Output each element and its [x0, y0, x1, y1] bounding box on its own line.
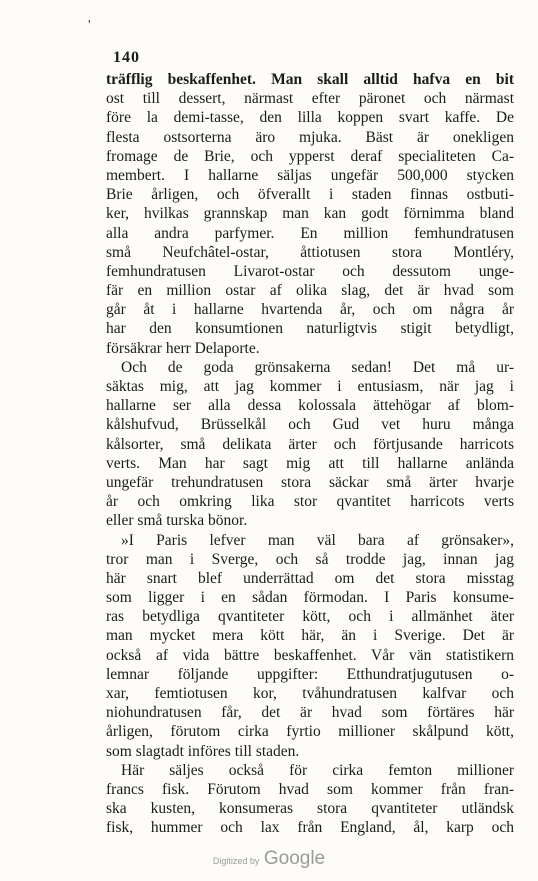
- text-line: här snart blef underrättad om det stora misstag: [106, 569, 514, 587]
- text-line: femhundratusen Livarot-ostar och dessutom unge-: [106, 262, 514, 280]
- text-line: eller små turska bönor.: [106, 512, 248, 530]
- text-line: xar, femtiotusen kor, tvåhundratusen kalfvar och: [106, 685, 514, 702]
- text-line: ker, hvilkas grannskap man kan godt förnimma bland: [106, 205, 514, 223]
- text-line: lemnar följande uppgifter: Etthundratjugutusen o-: [106, 665, 514, 683]
- text-line: fromage de Brie, och ypperst deraf specialiteten Ca-: [106, 147, 514, 165]
- text-line: går åt i hallarne hvartenda år, och om några år: [106, 301, 514, 319]
- text-line: träfflig beskaffenhet. Man skall alltid hafva en bit: [106, 71, 514, 88]
- text-line: ungefär trehundratusen stora säckar små ärter hvarje: [106, 473, 514, 491]
- text-line: år och omkring lika stor qvantitet harricots verts: [106, 493, 514, 511]
- body-text: [106, 70, 514, 838]
- text-line: ost till dessert, närmast efter päronet och närmast: [106, 90, 514, 108]
- text-line: Här säljes också för cirka femton millioner: [121, 761, 514, 779]
- watermark-caption: Digitized by: [212, 856, 260, 866]
- text-line: har den konsumtionen naturligtvis stigit betydligt,: [106, 320, 514, 338]
- text-line: som ligger i en sådan förmodan. I Paris konsume-: [106, 589, 514, 607]
- digitized-watermark: [0, 848, 538, 870]
- text-line: årligen, förutom cirka fyrtio millioner skålpund kött,: [106, 723, 514, 741]
- text-line: säktas mig, att jag kommer i entusiasm, när jag i: [106, 378, 514, 395]
- text-line: Och de goda grönsakerna sedan! Det må ur-: [121, 358, 514, 376]
- text-line: små Neufchâtel-ostar, åttiotusen stora Montléry,: [106, 243, 514, 261]
- text-line: »I Paris lefver man väl bara af grönsaker»,: [121, 531, 514, 549]
- text-line: ska kusten, konsumeras stora qvantiteter utländsk: [106, 800, 514, 818]
- text-line: ras betydliga qvantiteter kött, och i allmänhet äter: [106, 608, 514, 626]
- text-line: också af vida bättre beskaffenhet. Vår vän statistikern: [106, 646, 514, 664]
- text-line: flesta ostsorterna äro mjuka. Bäst är onekligen: [106, 128, 514, 146]
- page-number: 140: [113, 49, 140, 66]
- stray-mark: ': [88, 18, 91, 33]
- text-line: verts. Man har sagt mig att till hallarne anlända: [106, 454, 514, 472]
- text-line: niohundratusen får, det är hvad som förtäres här: [106, 704, 514, 722]
- text-line: alla andra parfymer. En million femhundratusen: [106, 224, 514, 242]
- text-line: som slagtadt införes till staden.: [106, 742, 300, 760]
- text-line: Brie årligen, och öfverallt i staden finnas ostbuti-: [106, 186, 514, 204]
- text-line: före la demi-tasse, den lilla koppen svart kaffe. De: [106, 109, 514, 127]
- text-line: fisk, hummer och lax från England, ål, karp och: [106, 819, 514, 837]
- text-line: hallarne ser alla dessa kolossala ättehögar af blom-: [106, 397, 514, 415]
- text-line: tror man i Sverge, och så trodde jag, innan jag: [106, 550, 514, 568]
- text-line: kålshufvud, Brüsselkål och Gud vet huru många: [106, 416, 514, 434]
- text-line: francs fisk. Förutom hvad som kommer från fran-: [106, 780, 514, 798]
- text-line: försäkrar herr Delaporte.: [106, 339, 260, 357]
- text-line: membert. I hallarne säljas ungefär 500,000 stycken: [106, 166, 514, 184]
- text-line: kålsorter, små delikata ärter och förtjusande harricots: [106, 435, 514, 453]
- text-line: fär en million ostar af olika slag, det är hvad som: [106, 282, 514, 300]
- google-logo: Google: [263, 848, 326, 869]
- text-line: man mycket mera kött här, än i Sverige. Det är: [106, 627, 514, 645]
